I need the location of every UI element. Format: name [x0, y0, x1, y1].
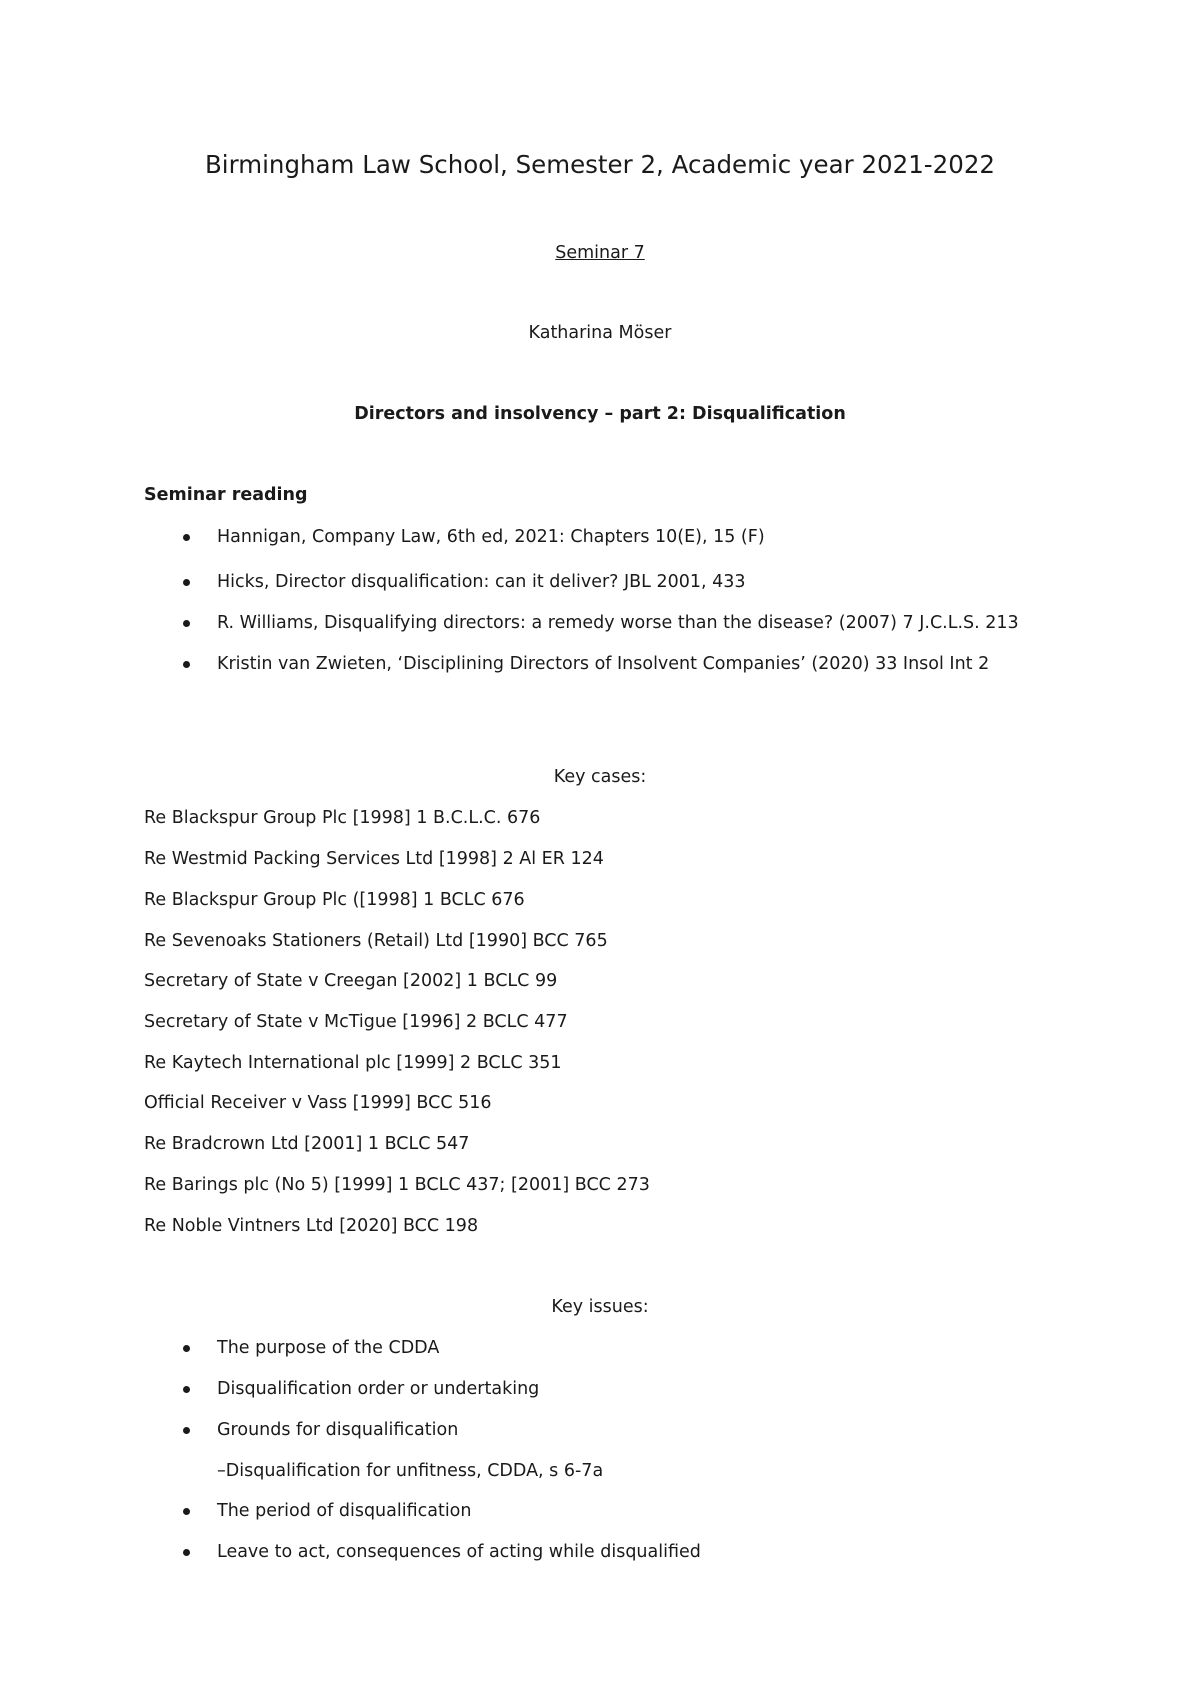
bullet-icon [183, 1549, 190, 1556]
bullet-icon [183, 620, 190, 627]
author-name: Katharina Möser [528, 323, 672, 343]
seminar-number: Seminar 7 [555, 243, 645, 263]
case-item: Secretary of State v Creegan [2002] 1 BCLC 99 [144, 971, 558, 991]
bullet-icon [183, 1345, 190, 1352]
issue-sub-item: –Disqualification for unfitness, CDDA, s 6-7a [217, 1461, 604, 1481]
bullet-icon [183, 1508, 190, 1515]
reading-item-text: Hicks, Director disqualification: can it deliver? JBL 2001, 433 [217, 572, 746, 592]
case-item: Re Sevenoaks Stationers (Retail) Ltd [1990] BCC 765 [144, 931, 608, 951]
case-item: Re Bradcrown Ltd [2001] 1 BCLC 547 [144, 1134, 470, 1154]
reading-item-text: Hannigan, Company Law, 6th ed, 2021: Chapters 10(E), 15 (F) [217, 527, 765, 547]
bullet-icon [183, 579, 190, 586]
bullet-icon [183, 1427, 190, 1434]
case-item: Secretary of State v McTigue [1996] 2 BCLC 477 [144, 1012, 568, 1032]
bullet-icon [183, 661, 190, 668]
issue-item-text: Grounds for disqualification [217, 1420, 459, 1440]
case-item: Re Barings plc (No 5) [1999] 1 BCLC 437; [2001] BCC 273 [144, 1175, 650, 1195]
case-item: Re Westmid Packing Services Ltd [1998] 2 Al ER 124 [144, 849, 604, 869]
case-item: Re Blackspur Group Plc [1998] 1 B.C.L.C. 676 [144, 808, 541, 828]
reading-item-text: R. Williams, Disqualifying directors: a remedy worse than the disease? (2007) 7 J.C.L.S. 213 [217, 613, 1019, 633]
issue-item-text: The purpose of the CDDA [217, 1338, 440, 1358]
document-title: Birmingham Law School, Semester 2, Academic year 2021-2022 [205, 150, 995, 179]
key-cases-heading: Key cases: [553, 767, 647, 787]
bullet-icon [183, 534, 190, 541]
reading-item-text: Kristin van Zwieten, ‘Disciplining Directors of Insolvent Companies’ (2020) 33 Insol Int 2 [217, 654, 990, 674]
case-item: Re Blackspur Group Plc ([1998] 1 BCLC 676 [144, 890, 525, 910]
case-item: Re Noble Vintners Ltd [2020] BCC 198 [144, 1216, 479, 1236]
issue-item-text: Disqualification order or undertaking [217, 1379, 540, 1399]
case-item: Official Receiver v Vass [1999] BCC 516 [144, 1093, 492, 1113]
issue-item-text: The period of disqualification [217, 1501, 472, 1521]
issue-item-text: Leave to act, consequences of acting while disqualified [217, 1542, 701, 1562]
seminar-topic: Directors and insolvency – part 2: Disqualification [354, 404, 846, 424]
reading-heading: Seminar reading [144, 485, 308, 505]
bullet-icon [183, 1386, 190, 1393]
case-item: Re Kaytech International plc [1999] 2 BCLC 351 [144, 1053, 562, 1073]
key-issues-heading: Key issues: [551, 1297, 649, 1317]
